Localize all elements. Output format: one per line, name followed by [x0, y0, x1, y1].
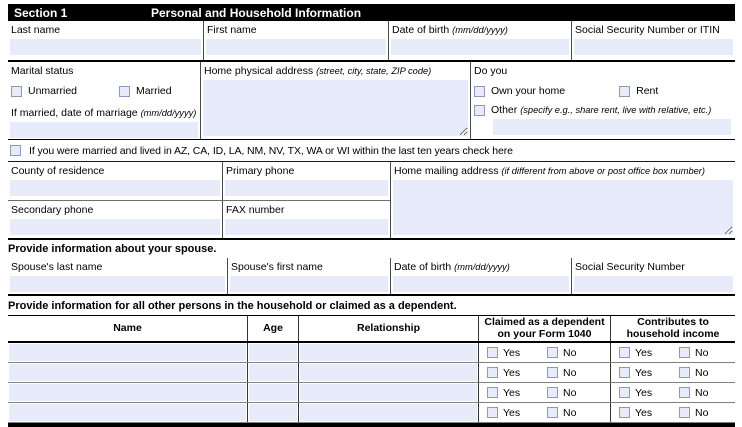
no-label: No — [695, 386, 709, 399]
household-table-row — [8, 403, 735, 423]
marriage-date-format-hint: (mm/dd/yyyy) — [140, 108, 197, 118]
no-label: No — [563, 346, 577, 359]
yes-label: Yes — [635, 386, 653, 399]
person-age-input[interactable] — [249, 364, 297, 381]
yes-label: Yes — [635, 346, 653, 359]
ssn-input[interactable] — [574, 39, 733, 55]
section-header-bar — [8, 4, 735, 21]
primary-phone-label: Primary phone — [226, 165, 295, 177]
dependent-yes-checkbox[interactable] — [487, 387, 498, 398]
own-home-label: Own your home — [491, 85, 566, 97]
spouse-first-name-label: Spouse's first name — [231, 261, 323, 273]
person-age-input[interactable] — [249, 384, 297, 401]
household-table-row — [8, 363, 735, 383]
own-home-checkbox[interactable] — [474, 86, 485, 97]
col-header-relationship: Relationship — [298, 316, 478, 341]
contact-block — [8, 162, 735, 240]
dob-input[interactable] — [391, 39, 569, 55]
person-name-input[interactable] — [9, 384, 246, 401]
income-no-checkbox[interactable] — [679, 367, 690, 378]
section-title: Personal and Household Information — [151, 5, 362, 20]
fax-label: FAX number — [226, 203, 285, 216]
secondary-phone-label: Secondary phone — [11, 203, 94, 216]
person-name-input[interactable] — [9, 344, 246, 361]
secondary-phone-input[interactable] — [10, 219, 220, 235]
home-physical-address-hint: (street, city, state, ZIP code) — [316, 66, 432, 76]
marital-address-row — [8, 62, 735, 140]
marriage-date-label: If married, date of marriage (mm/dd/yyyy) — [11, 107, 197, 119]
dependent-no-checkbox[interactable] — [547, 347, 558, 358]
identity-row — [8, 21, 735, 62]
spouse-dob-label: Date of birth (mm/dd/yyyy) — [394, 261, 510, 273]
spouse-last-name-input[interactable] — [10, 276, 225, 292]
other-housing-label: Other (specify e.g., share rent, live with relative, etc.) — [491, 104, 712, 116]
section-number: Section 1 — [14, 5, 68, 20]
last-name-input[interactable] — [10, 39, 201, 55]
person-name-input[interactable] — [9, 364, 246, 381]
county-label: County of residence — [11, 165, 105, 177]
col-header-name: Name — [113, 321, 142, 334]
last-name-label: Last name — [11, 24, 61, 36]
no-label: No — [563, 386, 577, 399]
first-name-label: First name — [207, 24, 257, 36]
married-checkbox[interactable] — [119, 86, 130, 97]
person-relationship-input[interactable] — [300, 404, 477, 421]
form-bottom-rule — [8, 423, 735, 427]
home-physical-address-label: Home physical address (street, city, state, ZIP code) — [204, 65, 432, 77]
do-you-label: Do you — [474, 65, 508, 77]
community-property-checkbox[interactable] — [10, 145, 21, 156]
spouse-ssn-label: Social Security Number — [575, 261, 685, 273]
no-label: No — [563, 366, 577, 379]
marriage-date-input[interactable] — [10, 122, 198, 138]
household-section-heading: Provide information for all other persons in the household or claimed as a dependent. — [8, 299, 457, 312]
spouse-row — [8, 258, 735, 296]
rent-label: Rent — [636, 85, 659, 97]
other-housing-checkbox[interactable] — [474, 105, 485, 116]
income-yes-checkbox[interactable] — [619, 347, 630, 358]
col-header-income: Contributes to household income — [610, 316, 735, 341]
yes-label: Yes — [503, 406, 521, 419]
community-property-text: If you were married and lived in AZ, CA, ID, LA, NM, NV, TX, WA or WI within the last ten years check here — [29, 144, 513, 157]
spouse-dob-format-hint: (mm/dd/yyyy) — [454, 262, 510, 272]
yes-label: Yes — [635, 366, 653, 379]
income-yes-checkbox[interactable] — [619, 407, 630, 418]
rent-checkbox[interactable] — [619, 86, 630, 97]
income-no-checkbox[interactable] — [679, 347, 690, 358]
primary-phone-input[interactable] — [225, 180, 388, 196]
no-label: No — [695, 366, 709, 379]
dependent-no-checkbox[interactable] — [547, 407, 558, 418]
person-relationship-input[interactable] — [300, 384, 477, 401]
mailing-address-label: Home mailing address (if different from above or post office box number) — [394, 165, 705, 177]
yes-label: Yes — [635, 406, 653, 419]
mailing-address-input[interactable] — [393, 180, 733, 235]
other-housing-input[interactable] — [493, 119, 731, 135]
yes-label: Yes — [503, 386, 521, 399]
county-input[interactable] — [10, 180, 220, 196]
no-label: No — [695, 346, 709, 359]
spouse-last-name-label: Spouse's last name — [11, 261, 103, 273]
fax-input[interactable] — [225, 219, 388, 235]
other-housing-hint: (specify e.g., share rent, live with relative, etc.) — [520, 105, 712, 115]
dependent-no-checkbox[interactable] — [547, 387, 558, 398]
person-age-input[interactable] — [249, 344, 297, 361]
spouse-ssn-input[interactable] — [574, 276, 733, 292]
spouse-dob-input[interactable] — [393, 276, 569, 292]
dependent-yes-checkbox[interactable] — [487, 367, 498, 378]
dob-label: Date of birth (mm/dd/yyyy) — [392, 24, 508, 36]
person-relationship-input[interactable] — [300, 344, 477, 361]
person-name-input[interactable] — [9, 404, 246, 421]
spouse-section-heading: Provide information about your spouse. — [8, 243, 217, 255]
household-table-row — [8, 343, 735, 363]
first-name-input[interactable] — [206, 39, 386, 55]
home-physical-address-input[interactable] — [203, 80, 468, 136]
income-no-checkbox[interactable] — [679, 407, 690, 418]
marital-status-label: Marital status — [11, 65, 74, 77]
community-property-row — [8, 140, 735, 162]
unmarried-label: Unmarried — [28, 85, 78, 97]
person-relationship-input[interactable] — [300, 364, 477, 381]
spouse-first-name-input[interactable] — [230, 276, 388, 292]
yes-label: Yes — [503, 346, 521, 359]
income-no-checkbox[interactable] — [679, 387, 690, 398]
dob-format-hint: (mm/dd/yyyy) — [452, 25, 508, 35]
household-table-header — [8, 315, 735, 343]
col-header-age: Age — [247, 316, 298, 341]
income-yes-checkbox[interactable] — [619, 387, 630, 398]
mailing-address-hint: (if different from above or post office box number) — [501, 166, 705, 176]
household-table-row — [8, 383, 735, 403]
dependent-yes-checkbox[interactable] — [487, 407, 498, 418]
no-label: No — [563, 406, 577, 419]
married-label: Married — [136, 85, 172, 97]
dependent-yes-checkbox[interactable] — [487, 347, 498, 358]
ssn-label: Social Security Number or ITIN — [575, 24, 720, 36]
dependent-no-checkbox[interactable] — [547, 367, 558, 378]
col-header-dependent: Claimed as a dependent on your Form 1040 — [478, 316, 610, 341]
unmarried-checkbox[interactable] — [11, 86, 22, 97]
no-label: No — [695, 406, 709, 419]
yes-label: Yes — [503, 366, 521, 379]
income-yes-checkbox[interactable] — [619, 367, 630, 378]
person-age-input[interactable] — [249, 404, 297, 421]
